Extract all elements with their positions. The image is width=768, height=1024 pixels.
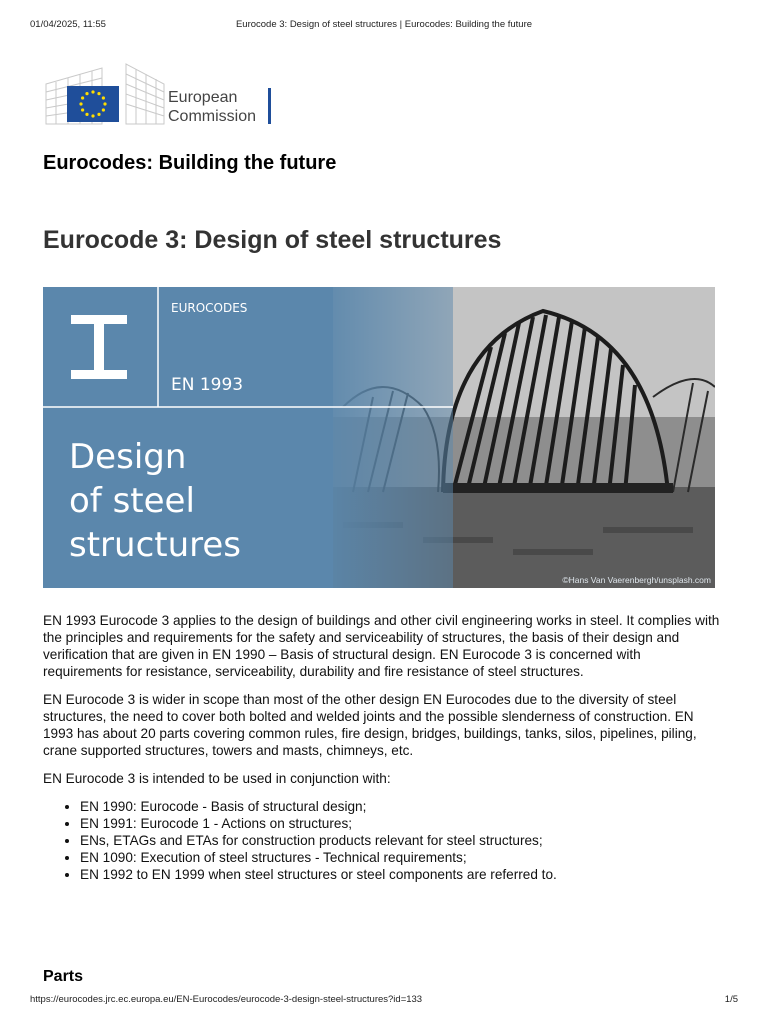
list-item: • EN 1992 to EN 1999 when steel structures or steel components are referred to. — [80, 866, 721, 883]
eu-star-icon — [102, 108, 105, 111]
list-item: • ENs, ETAGs and ETAs for construction products relevant for steel structures; — [80, 832, 721, 849]
hero-banner — [43, 287, 715, 588]
paragraph-intro: EN 1993 Eurocode 3 applies to the design of buildings and other civil engineering works in steel. It complies with the principles and requirements for the safety and serviceability of structures, the basis of their design and verification that are given in EN 1990 – Basis of structural design. EN Eurocode 3 is concerned with requirements for resistance, serviceability, durability and fire resistance of steel structures. — [43, 613, 720, 679]
article-body — [43, 612, 721, 883]
print-datetime: 01/04/2025, 11:55 — [30, 19, 106, 30]
print-footer — [30, 994, 738, 1008]
eu-star-icon — [91, 114, 94, 117]
section-heading-parts: Parts — [43, 968, 84, 985]
list-item: • EN 1991: Eurocode 1 - Actions on structures; — [80, 815, 721, 832]
eu-star-icon — [81, 96, 84, 99]
eu-star-icon — [79, 102, 82, 105]
list-item: • EN 1090: Execution of steel structures - Technical requirements; — [80, 849, 721, 866]
eu-star-icon — [81, 108, 84, 111]
european-commission-logo[interactable] — [42, 62, 282, 128]
paragraph-conjunction: EN Eurocode 3 is intended to be used in conjunction with: — [43, 771, 391, 786]
banner-heading-line-1: Design — [69, 437, 187, 477]
page-number: 1/5 — [724, 994, 738, 1005]
banner-heading-line-3: structures — [69, 525, 242, 565]
page-title: Eurocode 3: Design of steel structures — [43, 226, 502, 254]
print-doc-title: Eurocode 3: Design of steel structures | Eurocodes: Building the future — [235, 19, 533, 30]
eu-star-icon — [85, 92, 88, 95]
eu-star-icon — [97, 113, 100, 116]
banner-heading-line-2: of steel — [69, 481, 195, 521]
eu-flag-building-icon — [42, 62, 168, 128]
site-title[interactable]: Eurocodes: Building the future — [43, 152, 337, 174]
related-standards-list — [43, 798, 721, 883]
logo-line-2: Commission — [168, 108, 257, 125]
banner-code-label: EN 1993 — [171, 375, 244, 395]
eu-star-icon — [102, 96, 105, 99]
print-header — [30, 19, 738, 33]
eu-star-icon — [91, 90, 94, 93]
banner-heading — [69, 435, 241, 567]
banner-series-label: EUROCODES — [171, 301, 248, 315]
eu-star-icon — [85, 113, 88, 116]
logo-line-1: European — [168, 89, 238, 106]
eu-star-icon — [97, 92, 100, 95]
paragraph-scope: EN Eurocode 3 is wider in scope than most of the other design EN Eurocodes due to the diversity of steel structures, the need to cover both bolted and welded joints and the possible slenderness of construction. EN 1993 has about 20 parts covering common rules, fire design, bridges, buildings, tanks, silos, pipelines, piling, crane supported structures, towers and masts, chimneys, etc. — [43, 692, 697, 758]
eu-star-icon — [103, 102, 106, 105]
logo-text — [168, 88, 256, 126]
print-url[interactable]: https://eurocodes.jrc.ec.europa.eu/EN-Eurocodes/eurocode-3-design-steel-structures?id=133 — [30, 994, 423, 1005]
photo-credit: ©Hans Van Vaerenbergh/unsplash.com — [562, 575, 711, 585]
list-item: • EN 1990: Eurocode - Basis of structural design; — [80, 798, 721, 815]
logo-bar — [268, 88, 271, 124]
